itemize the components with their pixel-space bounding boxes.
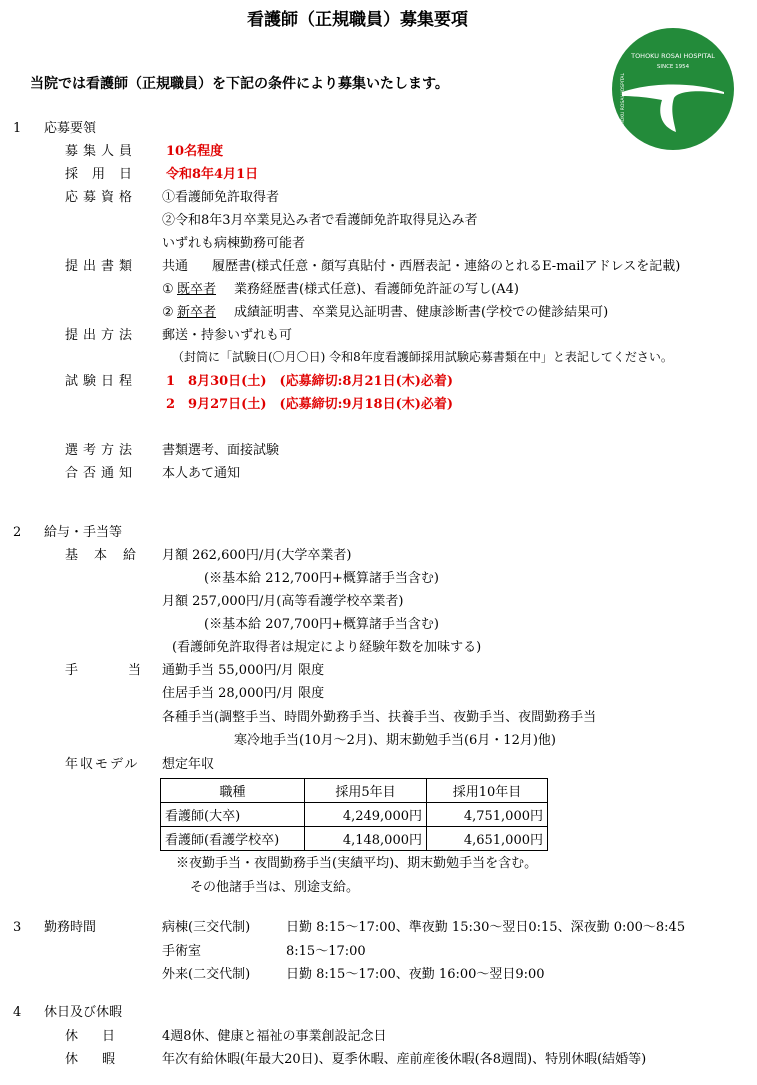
salary-table: [160, 778, 548, 851]
recruit-label: 募集人員: [65, 144, 138, 159]
allowance-commute: 通勤手当 55,000円/月 限度: [162, 663, 325, 678]
table-cell: 4,751,000円: [427, 803, 548, 827]
section-3-heading: 勤務時間: [44, 920, 97, 935]
hire-label: 採用日: [65, 167, 147, 182]
intro-text: 当院では看護師（正規職員）を下記の条件により募集いたします。: [30, 76, 449, 92]
recruit-value: 10名程度: [166, 144, 224, 159]
table-cell: 4,651,000円: [427, 827, 548, 851]
leave-label: 休暇: [65, 1052, 140, 1067]
documents-graduate-value: 業務経歴書(様式任意)、看護師免許証の写し(A4): [234, 282, 519, 297]
hire-value: 令和8年4月1日: [166, 167, 259, 182]
table-note-2: その他諸手当は、別途支給。: [190, 880, 360, 895]
page-title: 看護師（正規職員）募集要項: [247, 10, 468, 30]
documents-new-key: 新卒者: [177, 305, 217, 320]
hours-ward-key: 病棟(三交代制): [162, 920, 251, 935]
section-1-number: 1: [13, 121, 22, 136]
selection-label: 選考方法: [65, 443, 138, 458]
base-salary-1-note: (※基本給 212,700円+概算諸手当含む): [204, 571, 439, 586]
logo-text-side: TOHOKU ROSAI HOSPITAL: [621, 72, 626, 132]
table-cell: 4,148,000円: [305, 827, 427, 851]
base-salary-2: 月額 257,000円/月(高等看護学校卒業者): [162, 594, 404, 609]
documents-graduate-mark: ①: [162, 282, 174, 297]
base-salary-2-note: (※基本給 207,700円+概算諸手当含む): [204, 617, 439, 632]
documents-new-value: 成績証明書、卒業見込証明書、健康診断書(学校での健診結果可): [234, 305, 609, 320]
hours-outpatient-key: 外来(二交代制): [162, 967, 251, 982]
annual-model-sub: 想定年収: [162, 757, 215, 772]
allowance-various: 各種手当(調整手当、時間外勤務手当、扶養手当、夜勤手当、夜間勤務手当: [162, 710, 597, 725]
table-row: [161, 827, 548, 851]
section-4-heading: 休日及び休暇: [44, 1005, 123, 1020]
section-2-heading: 給与・手当等: [44, 525, 123, 540]
qualification-label: 応募資格: [65, 190, 138, 205]
documents-common-key: 共通: [162, 259, 189, 274]
table-note-1: ※夜勤手当・夜間勤務手当(実績平均)、期末勤勉手当を含む。: [176, 856, 538, 871]
holiday-value: 4週8休、健康と福祉の事業創設記念日: [162, 1029, 387, 1044]
allowance-label: 手当: [65, 663, 192, 678]
exam-date-1: 1 8月30日(土) (応募締切:8月21日(木)必着): [166, 374, 454, 389]
hours-or-key: 手術室: [162, 944, 202, 959]
method-value: 郵送・持参いずれも可: [162, 328, 293, 343]
base-salary-note: (看護師免許取得者は規定により経験年数を加味する): [172, 640, 482, 655]
section-4-number: 4: [13, 1005, 22, 1020]
table-row: [161, 803, 548, 827]
logo-text-since: SINCE 1954: [656, 64, 690, 70]
method-note: （封筒に「試験日(〇月〇日) 令和8年度看護師採用試験応募書類在中」と表記してください。: [172, 350, 673, 364]
hours-ward-value: 日勤 8:15～17:00、準夜勤 15:30～翌日0:15、深夜勤 0:00～8:45: [286, 920, 686, 935]
exam-date-2: 2 9月27日(土) (応募締切:9月18日(木)必着): [166, 397, 454, 412]
table-cell: 看護師(看護学校卒): [161, 827, 305, 851]
documents-label: 提出書類: [65, 259, 138, 274]
documents-common-value: 履歴書(様式任意・顔写真貼付・西暦表記・連絡のとれるE-mailアドレスを記載): [212, 259, 681, 274]
documents-graduate-key: 既卒者: [177, 282, 217, 297]
hours-or-value: 8:15～17:00: [286, 944, 366, 959]
hospital-logo: [612, 28, 734, 150]
exam-label: 試験日程: [65, 374, 138, 389]
section-3-number: 3: [13, 920, 22, 935]
qualification-3: いずれも病棟勤務可能者: [162, 236, 306, 251]
leave-value: 年次有給休暇(年最大20日)、夏季休暇、産前産後休暇(各8週間)、特別休暇(結婚等): [162, 1052, 647, 1067]
selection-value: 書類選考、面接試験: [162, 443, 280, 458]
notification-label: 合否通知: [65, 466, 138, 481]
table-cell: 看護師(大卒): [161, 803, 305, 827]
base-salary-label: 基本給: [65, 548, 153, 563]
method-label: 提出方法: [65, 328, 138, 343]
holiday-label: 休日: [65, 1029, 140, 1044]
table-header: 採用10年目: [427, 779, 548, 803]
hours-outpatient-value: 日勤 8:15～17:00、夜勤 16:00～翌日9:00: [286, 967, 545, 982]
qualification-1: ①看護師免許取得者: [162, 190, 280, 205]
allowance-housing: 住居手当 28,000円/月 限度: [162, 686, 325, 701]
qualification-2: ②令和8年3月卒業見込み者で看護師免許取得見込み者: [162, 213, 478, 228]
table-header: 採用5年目: [305, 779, 427, 803]
section-2-number: 2: [13, 525, 22, 540]
allowance-various-2: 寒冷地手当(10月～2月)、期末勤勉手当(6月・12月)他): [234, 733, 556, 748]
documents-new-mark: ②: [162, 305, 174, 320]
logo-text-top: TOHOKU ROSAI HOSPITAL: [631, 52, 715, 60]
base-salary-1: 月額 262,600円/月(大学卒業者): [162, 548, 352, 563]
table-header: 職種: [161, 779, 305, 803]
annual-model-label: 年収モデル: [65, 757, 140, 772]
table-header-row: [161, 779, 548, 803]
table-cell: 4,249,000円: [305, 803, 427, 827]
notification-value: 本人あて通知: [162, 466, 241, 481]
section-1-heading: 応募要領: [44, 121, 97, 136]
